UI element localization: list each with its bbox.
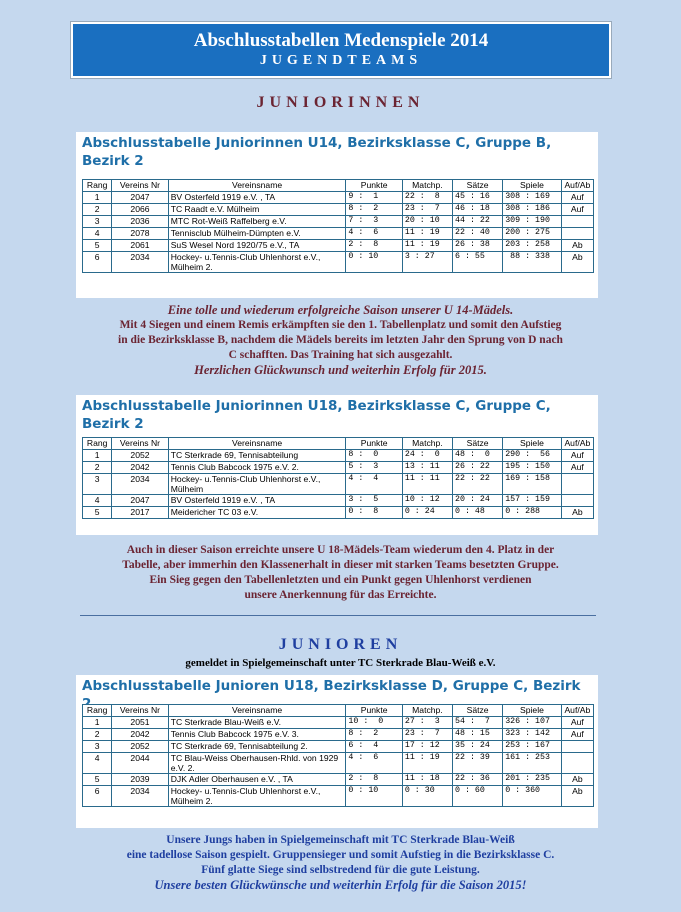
- section-heading-juniorinnen: JUNIORINNEN: [256, 94, 425, 111]
- table-cell: 0 : 30: [402, 786, 452, 807]
- table-cell: 2: [83, 462, 112, 474]
- table-cell: 22 : 8: [402, 192, 452, 204]
- table-cell: Ab: [561, 240, 593, 252]
- table-cell: Meidericher TC 03 e.V.: [168, 507, 346, 519]
- table-cell: 46 : 18: [453, 204, 503, 216]
- table-cell: 3: [83, 216, 112, 228]
- table-cell: 45 : 16: [453, 192, 503, 204]
- table-cell: [561, 741, 593, 753]
- table-cell: 26 : 38: [453, 240, 503, 252]
- column-header: Vereinsname: [168, 438, 346, 450]
- table-cell: 4 : 6: [346, 753, 402, 774]
- table-cell: 44 : 22: [453, 216, 503, 228]
- table-cell: Ab: [561, 252, 593, 273]
- table-cell: 326 : 107: [503, 717, 562, 729]
- table-cell: MTC Rot-Weiß Raffelberg e.V.: [168, 216, 346, 228]
- table-cell: Auf: [561, 717, 593, 729]
- table-cell: 3: [83, 474, 112, 495]
- column-header: Rang: [83, 705, 112, 717]
- text-line: Fünf glatte Siege sind selbstredend für die gute Leistung.: [201, 864, 480, 876]
- table-cell: 24 : 0: [402, 450, 452, 462]
- table-title-u14: Abschlusstabelle Juniorinnen U14, Bezirksklasse C, Gruppe B, Bezirk 2: [82, 135, 552, 169]
- table-cell: 323 : 142: [503, 729, 562, 741]
- column-header: Auf/Ab: [561, 180, 593, 192]
- table-cell: 5 : 3: [346, 462, 402, 474]
- table-row: [83, 753, 594, 774]
- table-cell: 11 : 18: [402, 774, 452, 786]
- table-cell: Hockey- u.Tennis-Club Uhlenhorst e.V., Mülheim 2.: [168, 252, 346, 273]
- text-line: Tabelle, aber immerhin den Klassenerhalt in dieser mit starken Teams besetzten Gruppe.: [122, 559, 559, 571]
- table-cell: 0 : 288: [503, 507, 562, 519]
- table-cell: 2078: [112, 228, 168, 240]
- table-cell: 2 : 8: [346, 774, 402, 786]
- table-cell: 1: [83, 192, 112, 204]
- column-header: Matchp.: [402, 438, 452, 450]
- table-cell: 3 : 27: [402, 252, 452, 273]
- column-header: Vereinsname: [168, 705, 346, 717]
- table-cell: 20 : 10: [402, 216, 452, 228]
- table-cell: 2: [83, 729, 112, 741]
- table-cell: 6: [83, 786, 112, 807]
- table-cell: BV Osterfeld 1919 e.V. , TA: [168, 495, 346, 507]
- table-cell: 0 : 10: [346, 786, 402, 807]
- table-cell: 6 : 55: [453, 252, 503, 273]
- table-row: [83, 507, 594, 519]
- table-cell: Auf: [561, 462, 593, 474]
- text-line: Unsere besten Glückwünsche und weiterhin Erfolg für die Saison 2015!: [154, 878, 527, 892]
- table-cell: 2051: [112, 717, 168, 729]
- table-cell: 54 : 7: [453, 717, 503, 729]
- table-cell: 22 : 40: [453, 228, 503, 240]
- column-header: Spiele: [503, 180, 562, 192]
- table-cell: 2: [83, 204, 112, 216]
- column-header: Sätze: [453, 438, 503, 450]
- table-cell: Ab: [561, 774, 593, 786]
- text-u18m: [0, 833, 681, 893]
- table-cell: 11 : 19: [402, 228, 452, 240]
- column-header: Rang: [83, 438, 112, 450]
- table-cell: 10 : 12: [402, 495, 452, 507]
- table-row: [83, 252, 594, 273]
- text-line: Unsere Jungs haben in Spielgemeinschaft mit TC Sterkrade Blau-Weiß: [166, 834, 515, 846]
- text-line: Ein Sieg gegen den Tabellenletzten und ein Punkt gegen Uhlenhorst verdienen: [149, 574, 532, 586]
- table-cell: 8 : 2: [346, 204, 402, 216]
- column-header: Matchp.: [402, 180, 452, 192]
- table-cell: 290 : 56: [503, 450, 562, 462]
- table-cell: 2044: [112, 753, 168, 774]
- text-line: Herzlichen Glückwunsch und weiterhin Erfolg für 2015.: [194, 363, 487, 377]
- table-cell: 195 : 150: [503, 462, 562, 474]
- table-cell: 161 : 253: [503, 753, 562, 774]
- table-cell: 0 : 48: [453, 507, 503, 519]
- column-header: Sätze: [453, 180, 503, 192]
- table-cell: 203 : 258: [503, 240, 562, 252]
- table-cell: 0 : 60: [453, 786, 503, 807]
- table-cell: [561, 474, 593, 495]
- table-row: [83, 462, 594, 474]
- table-row: [83, 240, 594, 252]
- table-header-row: [83, 180, 594, 192]
- table-cell: 2017: [112, 507, 168, 519]
- table-cell: SuS Wesel Nord 1920/75 e.V., TA: [168, 240, 346, 252]
- table-cell: 2 : 8: [346, 240, 402, 252]
- table-row: [83, 729, 594, 741]
- table-cell: 6: [83, 252, 112, 273]
- table-cell: Auf: [561, 204, 593, 216]
- table-cell: 13 : 11: [402, 462, 452, 474]
- table-cell: 23 : 7: [402, 729, 452, 741]
- table-cell: 35 : 24: [453, 741, 503, 753]
- table-cell: 2066: [112, 204, 168, 216]
- text-line: Auch in dieser Saison erreichte unsere U 18-Mädels-Team wiederum den 4. Platz in der: [126, 544, 555, 556]
- table-cell: 2052: [112, 741, 168, 753]
- table-row: [83, 192, 594, 204]
- table-cell: 11 : 11: [402, 474, 452, 495]
- column-header: Vereins Nr: [112, 180, 168, 192]
- table-cell: 253 : 167: [503, 741, 562, 753]
- table-cell: 4: [83, 753, 112, 774]
- table-cell: 2042: [112, 462, 168, 474]
- text-line: C schafften. Das Training hat sich ausgezahlt.: [228, 349, 453, 361]
- table-cell: 17 : 12: [402, 741, 452, 753]
- table-cell: Tennis Club Babcock 1975 e.V. 2.: [168, 462, 346, 474]
- column-header: Vereins Nr: [112, 705, 168, 717]
- table-cell: 157 : 159: [503, 495, 562, 507]
- table-cell: 6 : 4: [346, 741, 402, 753]
- table-row: [83, 774, 594, 786]
- table-cell: 4 : 4: [346, 474, 402, 495]
- column-header: Rang: [83, 180, 112, 192]
- table-cell: BV Osterfeld 1919 e.V. , TA: [168, 192, 346, 204]
- table-cell: 2047: [112, 495, 168, 507]
- table-cell: 2042: [112, 729, 168, 741]
- table-title-u18w: Abschlusstabelle Juniorinnen U18, Bezirksklasse C, Gruppe C, Bezirk 2: [82, 398, 551, 432]
- column-header: Punkte: [346, 438, 402, 450]
- page-title: Abschlusstabellen Medenspiele 2014: [193, 30, 489, 51]
- table-cell: 2039: [112, 774, 168, 786]
- table-cell: 48 : 15: [453, 729, 503, 741]
- text-line: in die Bezirksklasse B, nachdem die Mädels bereits im letzten Jahr den Sprung von D nach: [118, 334, 563, 346]
- table-cell: [561, 216, 593, 228]
- table-cell: Tennisclub Mülheim-Dümpten e.V.: [168, 228, 346, 240]
- table-cell: 48 : 0: [453, 450, 503, 462]
- table-cell: 8 : 2: [346, 729, 402, 741]
- table-cell: 20 : 24: [453, 495, 503, 507]
- table-cell: 0 : 24: [402, 507, 452, 519]
- table-cell: 2036: [112, 216, 168, 228]
- table-cell: 22 : 22: [453, 474, 503, 495]
- page-subtitle: JUGENDTEAMS: [259, 53, 423, 68]
- column-header: Spiele: [503, 705, 562, 717]
- table-cell: 3 : 5: [346, 495, 402, 507]
- table-cell: 23 : 7: [402, 204, 452, 216]
- table-cell: 2047: [112, 192, 168, 204]
- table-header-row: [83, 705, 594, 717]
- table-cell: Hockey- u.Tennis-Club Uhlenhorst e.V., Mülheim 2.: [168, 786, 346, 807]
- standings-table-u18m: [82, 704, 594, 807]
- table-cell: 22 : 39: [453, 753, 503, 774]
- table-cell: [561, 753, 593, 774]
- table-cell: Auf: [561, 450, 593, 462]
- title-banner: [71, 22, 611, 78]
- table-cell: 8 : 0: [346, 450, 402, 462]
- table-cell: 200 : 275: [503, 228, 562, 240]
- table-row: [83, 741, 594, 753]
- table-row: [83, 228, 594, 240]
- table-cell: 9 : 1: [346, 192, 402, 204]
- table-cell: TC Sterkrade 69, Tennisabteilung: [168, 450, 346, 462]
- table-cell: TC Sterkrade Blau-Weiß e.V.: [168, 717, 346, 729]
- column-header: Vereins Nr: [112, 438, 168, 450]
- table-cell: 0 : 10: [346, 252, 402, 273]
- text-line: eine tadellose Saison gespielt. Gruppensieger und somit Aufstieg in die Bezirksklasse C.: [126, 849, 555, 861]
- table-cell: 4: [83, 228, 112, 240]
- text-line: Eine tolle und wiederum erfolgreiche Saison unserer U 14-Mädels.: [167, 303, 514, 317]
- table-cell: 11 : 19: [402, 240, 452, 252]
- table-cell: Tennis Club Babcock 1975 e.V. 3.: [168, 729, 346, 741]
- table-cell: DJK Adler Oberhausen e.V. , TA: [168, 774, 346, 786]
- table-cell: 3: [83, 741, 112, 753]
- table-row: [83, 204, 594, 216]
- table-cell: 2052: [112, 450, 168, 462]
- table-row: [83, 717, 594, 729]
- table-row: [83, 495, 594, 507]
- table-cell: 2034: [112, 786, 168, 807]
- table-cell: TC Raadt e.V. Mülheim: [168, 204, 346, 216]
- text-line: Mit 4 Siegen und einem Remis erkämpften sie den 1. Tabellenplatz und somit den Aufstieg: [119, 319, 562, 331]
- table-cell: [561, 228, 593, 240]
- table-cell: TC Blau-Weiss Oberhausen-Rhld. von 1929 e.V. 2.: [168, 753, 346, 774]
- table-cell: 2034: [112, 252, 168, 273]
- table-header-row: [83, 438, 594, 450]
- table-row: [83, 786, 594, 807]
- table-cell: 1: [83, 450, 112, 462]
- table-cell: 5: [83, 774, 112, 786]
- table-row: [83, 450, 594, 462]
- section-heading-junioren: JUNIOREN: [278, 636, 403, 653]
- standings-table-u14: [82, 179, 594, 273]
- table-cell: 308 : 169: [503, 192, 562, 204]
- table-cell: 27 : 3: [402, 717, 452, 729]
- table-cell: [561, 495, 593, 507]
- table-cell: 2061: [112, 240, 168, 252]
- table-cell: Auf: [561, 729, 593, 741]
- table-cell: 88 : 338: [503, 252, 562, 273]
- table-cell: 26 : 22: [453, 462, 503, 474]
- table-cell: 0 : 8: [346, 507, 402, 519]
- table-row: [83, 474, 594, 495]
- table-cell: 11 : 19: [402, 753, 452, 774]
- table-row: [83, 216, 594, 228]
- text-line: unsere Anerkennung für das Erreichte.: [244, 589, 437, 601]
- table-cell: 169 : 158: [503, 474, 562, 495]
- text-u18w: [0, 543, 681, 603]
- standings-table-u18w: [82, 437, 594, 519]
- column-header: Matchp.: [402, 705, 452, 717]
- table-cell: Auf: [561, 192, 593, 204]
- table-cell: 7 : 3: [346, 216, 402, 228]
- table-cell: Hockey- u.Tennis-Club Uhlenhorst e.V., Mülheim: [168, 474, 346, 495]
- table-cell: 0 : 360: [503, 786, 562, 807]
- table-cell: 5: [83, 240, 112, 252]
- table-cell: 10 : 0: [346, 717, 402, 729]
- table-cell: 22 : 36: [453, 774, 503, 786]
- table-cell: 4 : 6: [346, 228, 402, 240]
- junioren-note: gemeldet in Spielgemeinschaft unter TC Sterkrade Blau-Weiß e.V.: [185, 657, 496, 669]
- table-cell: 2034: [112, 474, 168, 495]
- table-cell: 309 : 190: [503, 216, 562, 228]
- column-header: Auf/Ab: [561, 438, 593, 450]
- table-cell: Ab: [561, 507, 593, 519]
- table-title-u18m: Abschlusstabelle Junioren U18, Bezirksklasse D, Gruppe C, Bezirk: [82, 678, 581, 694]
- table-cell: 1: [83, 717, 112, 729]
- table-cell: 4: [83, 495, 112, 507]
- column-header: Punkte: [346, 180, 402, 192]
- column-header: Sätze: [453, 705, 503, 717]
- column-header: Vereinsname: [168, 180, 346, 192]
- divider: [80, 615, 596, 616]
- column-header: Auf/Ab: [561, 705, 593, 717]
- column-header: Spiele: [503, 438, 562, 450]
- table-cell: 5: [83, 507, 112, 519]
- table-cell: 308 : 186: [503, 204, 562, 216]
- table-cell: Ab: [561, 786, 593, 807]
- table-cell: TC Sterkrade 69, Tennisabteilung 2.: [168, 741, 346, 753]
- column-header: Punkte: [346, 705, 402, 717]
- table-cell: 201 : 235: [503, 774, 562, 786]
- text-u14: [0, 303, 681, 378]
